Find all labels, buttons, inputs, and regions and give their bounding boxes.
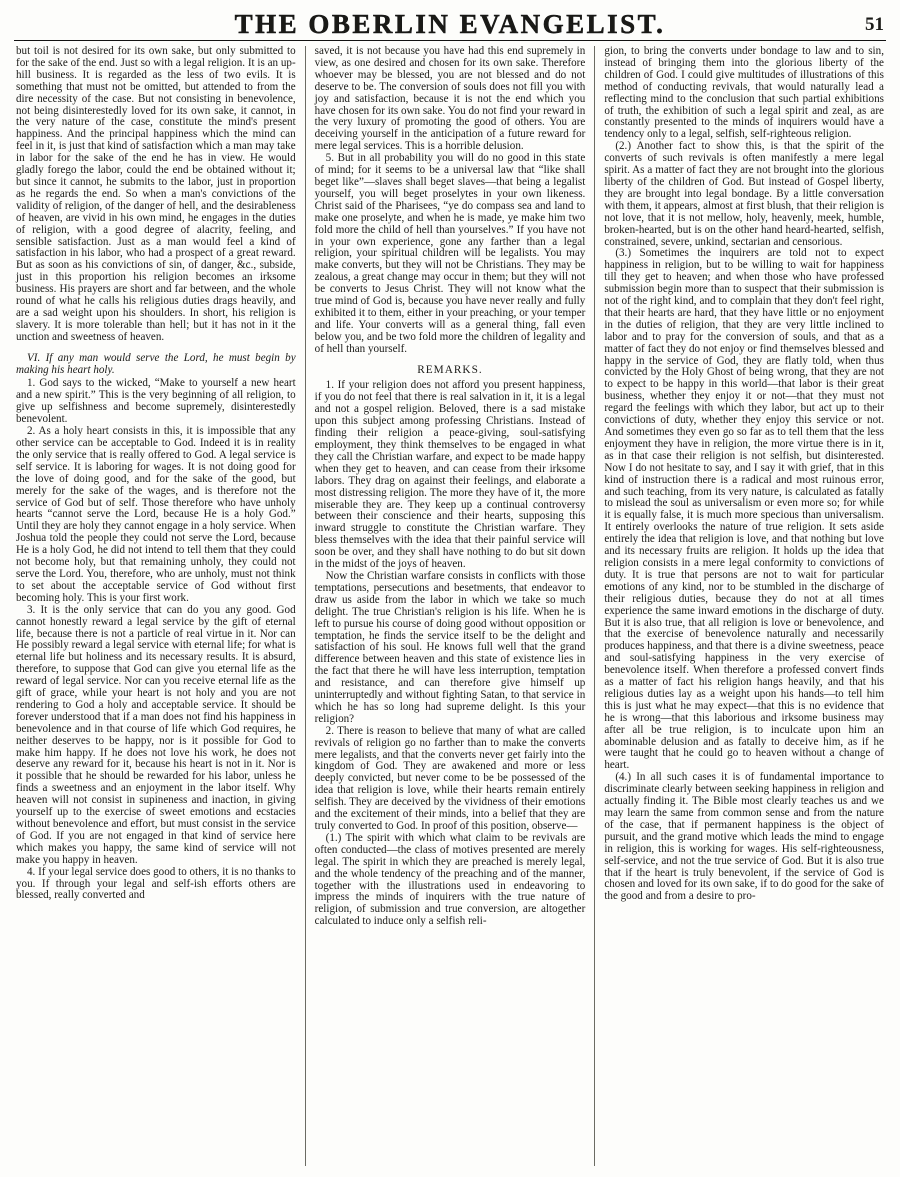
paragraph: saved, it is not because you have had this end supremely in view, as one desired and chosen for its own sake. Therefore whoever may be blessed, you are not blessed and do not deserve to be. The conversion of souls does not fill you with joy and satisfaction, because it is not the end which you have chosen for its own sake. You do not find your reward in the very luxury of promoting the good of others. You are deceiving yourself in the anticipation of a future reward for mere legal services. This is a horrible delusion. bbox=[314, 45, 586, 153]
page-number: 51 bbox=[865, 14, 884, 35]
paragraph: 2. There is reason to believe that many of what are called revivals of religion go no farther than to make the converts mere legalists, and that the converts never get fairly into the kingdom of God. They are awakened and more or less deeply convicted, but never come to be be possessed of the idea that religion is love, while their hearts remain entirely selfish. They are deceived by the vividness of their emotions and the excitement of their minds, into a belief that they are truly converted to God. In proof of this position, observe— bbox=[314, 724, 586, 832]
paragraph: but toil is not desired for its own sake, but only submitted to for the sake of the end. Just so with a legal religion. It is an up-hill business. It is regarded as the less of two evils. It is something that must not be omitted, but attended to from the dire necessity of the case. But not consisting in benevolence, not being disinterestedly loved for its own sake, it cannot, in the very nature of the case, constitute the mind's present happiness. And the principal happiness which the mind can feel in it, is just that kind of satisfaction which a man may take in labor for the sake of the end he has in view. He would gladly forego the labor, could the end be obtained without it; but since it cannot, he submits to the labor, just in proportion as he regards the end. So when a man's convictions of the validity of religion, of the danger of hell, and the desirableness of heaven, are vivid in his own mind, he engages in the duties of religion, with a good degree of alacrity, feeling, and sensible satisfaction. Just as a man would feel a kind of satisfaction in his labor, who had a prospect of a great reward. But as soon as his convictions of sin, of danger, &c., subside, just in this proportion his religion becomes an irksome business. His prayers are short and far between, and the whole round of what he calls his religious duties drags heavily, and are a sad weight upon his shoulders. In short, his religion is slavery. It is more tolerable than hell; but it has not in it the unction and sweetness of heaven. bbox=[16, 45, 296, 343]
section-heading bbox=[16, 353, 296, 377]
text-column-3 bbox=[595, 46, 886, 1166]
paragraph: (2.) Another fact to show this, is that the spirit of the converts of such revivals is often manifestly a mere legal spirit. As a matter of fact they are not brought into the glorious liberty of the children of God. But instead of Gospel liberty, they are brought into legal bondage. By a little conversation with them, it appears, almost at first blush, that their religion is not love, that it is not mellow, holy, heavenly, meek, humble, broken-hearted, but is on the other hand heard-hearted, selfish, constrained, severe, unkind, sectarian and censorious. bbox=[604, 140, 884, 248]
paragraph: 2. As a holy heart consists in this, it is impossible that any other service can be acceptable to God. Indeed it is in reality the only service that is really offered to God. A legal service is self service. It is laboring for wages. It is not doing good for the love of doing good, and for the sake of the good, but merely for the sake of the wages, and is therefore not the service of God but of self. Those therefore who have unholy hearts “cannot serve the Lord, because He is a holy God.” Until they are holy they cannot engage in a holy service. When Joshua told the people they could not serve the Lord, because He is a holy God, he did not intend to tell them that they could not become holy, but that remaining unholy, they could not serve the Lord. You, therefore, who are unholy, must not think to set about the acceptable service of God without first becoming holy. This is your first work. bbox=[16, 425, 296, 604]
paragraph: (3.) Sometimes the inquirers are told not to expect happiness in religion, but to be willing to wait for happiness till they get to heaven; and when those who have professed submission begin more than to suspect that their submission is not of the right kind, and to complain that they don't feel right, that their hearts are hard, that they have little or no enjoyment in the duties of religion, that they are very little inclined to labor and to pray for the conversion of souls, and that as a matter of fact they do not enjoy or find themselves blessed and happy in the service of God, they are flatly told, when thus convicted by the Holy Ghost of being wrong, that they are not to expect to be happy in this world—that labor is their great business, whether they enjoy it or not—that they must not regard the feelings with which they labor, but act up to their convictions of duty, whether they enjoy this service or not. And sometimes they even go so far as to tell them that the less enjoyment they have in religion, the more virtue there is in it, as in that case their religion is not selfish, but disinterested. Now I do not hesitate to say, and I say it with grief, that in this kind of instruction there is a radical and most ruinous error, and such teaching, from its very nature, is calculated as fatally to mislead the soul as universalism or even more so; for while it is equally false, it is much more specious than universalism. It entirely overlooks the nature of true religion. It sets aside entirely the idea that religion is love, and that nothing but love and its necessary fruits are religion. It holds up the idea that religion consists in a mere legal conformity to convictions of duty. It is true that persons are not to wait for particular emotions of any kind, nor to be stumbled in the discharge of their religious duties, because they do not at all times experience the same inward emotions in the discharge of duty. But it is also true, that all religion is love or benevolence, and that the exercise of benevolence naturally and necessarily produces happiness, and that there is a divine sweetness, peace and soul-satisfying happiness in the very exercise of benevolence itself. When therefore a professed convert finds as a matter of fact his religion hangs heavily, and that his religious duties lay as a weight upon his hands—to tell him this is just what he may expect—that this is no evidence that he is wrong—that this laborious and irksome business may after all be true religion, is to inculcate upon him an abominable delusion and as fatally to deceive him, as if he were taught that he could go to heaven without a change of heart. bbox=[604, 247, 884, 772]
section-heading-text: If any man would serve the Lord, he must begin by making his heart holy. bbox=[16, 351, 296, 376]
paragraph: 1. If your religion does not afford you present happiness, if you do not feel that there is real salvation in it, it is a legal and not a gospel religion. Beloved, there is a sad mistake upon this subject among professing Christians. Instead of finding their religion a peace-giving, soul-satisfying employment, they think themselves to be engaged in what they call the Christian warfare, and expect to be made happy when they get to heaven, and can cease from their irksome labors. They drag on against their feelings, and elaborate a most distressing religion. The more they have of it, the more miserable they are. They keep up a continual controversy between their conscience and their hearts, supposing this inward struggle to constitute the Christian warfare. They bless themselves with the idea that their painful service will soon be over, and they shall have nothing to do but sit down in the midst of the joys of heaven. bbox=[314, 379, 586, 571]
article-columns bbox=[14, 46, 886, 1166]
text-column-2 bbox=[305, 46, 596, 1166]
section-number: VI. bbox=[27, 351, 46, 364]
paragraph: 1. God says to the wicked, “Make to yourself a new heart and a new spirit.” This is the very beginning of all religion, to give up selfishness and become supremely, disinterestedly benevolent. bbox=[16, 377, 296, 426]
paragraph: Now the Christian warfare consists in conflicts with those temptations, persecutions and besetments, that endeavor to draw us aside from the labor in which we take so much delight. The true Christian's religion is his life. When he is left to pursue his course of doing good without opposition or temptation, he finds the service itself to be the delight and satisfaction of his soul. He knows full well that the grand difference between heaven and this state of existence lies in the fact that there he will have less interruption, temptation and resistance, and can therefore give himself up uninterruptedly and without fighting Satan, to that service in which he has so long had supreme delight. Is this your religion? bbox=[314, 569, 586, 725]
paragraph: (1.) The spirit with which what claim to be revivals are often conducted—the class of motives presented are merely legal. The spirit in which they are preached is merely legal, and the whole tendency of the preaching and of the manner, together with the illustrations used in endeavoring to impress the minds of inquirers with the true nature of religion, of submission and true conversion, are altogether calculated to induce only a selfish reli- bbox=[314, 831, 586, 928]
text-column-1 bbox=[14, 46, 305, 1166]
paragraph: gion, to bring the converts under bondage to law and to sin, instead of bringing them into the glorious liberty of the children of God. I could give multitudes of illustrations of this method of conducting revivals, that would naturally lead a reflecting mind to the conclusion that such partial exhibitions of truth, the exhibition of such a legal spirit and zeal, as are constantly presented to the minds of inquirers would have a tendency only to a legal, selfish, self-righteous religion. bbox=[604, 45, 884, 141]
publication-title: THE OBERLIN EVANGELIST. bbox=[234, 9, 666, 39]
paragraph: 5. But in all probability you will do no good in this state of mind; for it seems to be a universal law that “like shall beget like”—slaves shall beget slaves—that being a legalist yourself, you will beget proselytes in your own likeness. Christ said of the Pharisees, “ye do compass sea and land to make one proselyte, and when he is made, ye make him two fold more the child of hell than yourselves.” If you have not in your own experience, gone any farther than a legal religion, your spiritual children will be legalists. You may make converts, but they will not be Christians. They may be zealous, a great change may occur in them; but they will not be converts to Jesus Christ. They will not know what the true mind of God is, because you have never really and fully exhibited it to them, either in your preaching, or your temper and life. Your converts will as a general thing, fall even below you, and be two fold more the children of legality and of hell than yourself. bbox=[314, 152, 586, 355]
remarks-heading: REMARKS. bbox=[417, 363, 483, 376]
paragraph: 4. If your legal service does good to others, it is no thanks to you. If through your legal and self-ish efforts others are blessed, really converted and bbox=[16, 865, 296, 902]
paragraph: 3. It is the only service that can do you any good. God cannot honestly reward a legal service by the gift of eternal life, because there is not a particle of real virtue in it. Nor can He possibly reward a legal service with eternal life; for what is eternal life but holiness and its necessary results. It is absurd, therefore, to suppose that God can give you eternal life as the reward of legal service. Nor can you receive eternal life as the gift of grace, while your heart is not holy and you are not rendering to God a holy and acceptable service. It should be forever understood that if a man does not find his happiness in benevolence and in that course of life which God requires, he neither deserves to be happy, nor is it possible for God to make him happy. If he does not love his work, he does not deserve any reward for it, because his heart is not in it. Nor is it possible that he should be rewarded for his labor, unless he finds a sweetness and an enjoyment in the labor itself. Why heaven will not consist in supineness and inaction, in giving yourself up to the exercise of sweet emotions and ecstacies without benevolence and effort, but must consist in the service of God. If you are not engaged in that kind of service here which makes you happy, the same kind of service will not make you happy in heaven. bbox=[16, 603, 296, 866]
masthead bbox=[14, 10, 886, 41]
paragraph: (4.) In all such cases it is of fundamental importance to discriminate clearly between seeking happiness in religion and actually finding it. The Bible most clearly teaches us and we may learn the same from common sense and from the nature of the case, that if permanent happiness is the object of pursuit, and the grand motive which leads the mind to engage in religion, this is working for wages. His self-righteousness, self-service, and not the true service of God. But it is also true that if the heart is truly benevolent, if the service of God is chosen and loved for its own sake, if to do good for the sake of the good and from a desire to pro- bbox=[604, 771, 884, 903]
